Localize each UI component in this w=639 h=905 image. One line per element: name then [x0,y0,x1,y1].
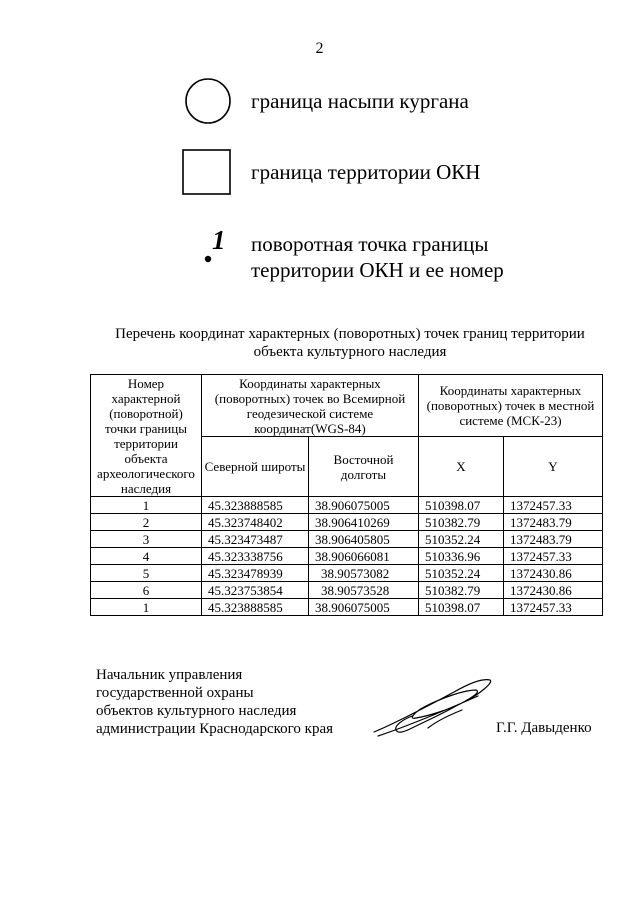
coordinates-table [90,374,603,616]
cell-point-number: 3 [91,531,202,548]
cell-x: 510352.24 [419,565,504,582]
territory-boundary-square-icon [182,149,232,195]
header-msk23: Координаты характерных (поворотных) точек в местной системе (МСК-23) [419,375,603,437]
legend-territory-label: граница территории ОКН [251,160,481,184]
cell-y: 1372430.86 [504,565,603,582]
cell-x: 510398.07 [419,599,504,616]
legend-point-label-line1: поворотная точка границы [251,232,489,256]
table-row [91,548,603,565]
header-x: X [419,437,504,497]
cell-latitude: 45.323338756 [202,548,309,565]
cell-latitude: 45.323753854 [202,582,309,599]
cell-longitude: 38.906066081 [309,548,419,565]
cell-x: 510336.96 [419,548,504,565]
cell-latitude: 45.323473487 [202,531,309,548]
cell-point-number: 1 [91,497,202,514]
cell-longitude: 38.906075005 [309,599,419,616]
cell-latitude: 45.323478939 [202,565,309,582]
signatory-name: Г.Г. Давыденко [496,720,592,736]
cell-latitude: 45.323748402 [202,514,309,531]
cell-longitude: 38.906075005 [309,497,419,514]
table-title [90,325,610,361]
cell-x: 510382.79 [419,582,504,599]
legend-point-label-line2: территории ОКН и ее номер [251,258,504,282]
table-row [91,582,603,599]
cell-point-number: 4 [91,548,202,565]
table-row [91,497,603,514]
cell-longitude: 38.90573528 [309,582,419,599]
legend-mound-label: граница насыпи кургана [251,89,469,113]
cell-point-number: 5 [91,565,202,582]
table-title-line1: Перечень координат характерных (поворотных) точек границ территории [115,326,585,342]
table-row [91,565,603,582]
cell-y: 1372457.33 [504,548,603,565]
cell-point-number: 1 [91,599,202,616]
header-longitude: Восточной долготы [309,437,419,497]
table-row [91,531,603,548]
header-wgs84: Координаты характерных (поворотных) точек во Всемирной геодезической системе координат(WGS-84) [202,375,419,437]
header-y: Y [504,437,603,497]
cell-y: 1372483.79 [504,514,603,531]
cell-y: 1372457.33 [504,599,603,616]
signatory-position-line2: государственной охраны [96,685,254,701]
cell-x: 510352.24 [419,531,504,548]
cell-longitude: 38.906410269 [309,514,419,531]
cell-latitude: 45.323888585 [202,599,309,616]
cell-y: 1372457.33 [504,497,603,514]
cell-x: 510382.79 [419,514,504,531]
cell-point-number: 6 [91,582,202,599]
table-row [91,514,603,531]
header-point-number: Номер характерной (поворотной) точки границы территории объекта археологического наследия [91,375,202,497]
handwritten-signature [368,670,498,742]
cell-x: 510398.07 [419,497,504,514]
table-row [91,599,603,616]
cell-y: 1372430.86 [504,582,603,599]
cell-longitude: 38.90573082 [309,565,419,582]
legend-point-number: 1 [212,225,226,255]
signatory-position [96,666,333,738]
page-number: 2 [315,40,324,57]
header-latitude: Северной широты [202,437,309,497]
signatory-position-line1: Начальник управления [96,667,243,683]
mound-boundary-circle-icon [183,76,233,126]
table-title-line2: объекта культурного наследия [253,344,447,360]
signatory-position-line4: администрации Краснодарского края [96,721,334,737]
cell-latitude: 45.323888585 [202,497,309,514]
cell-y: 1372483.79 [504,531,603,548]
cell-longitude: 38.906405805 [309,531,419,548]
signatory-position-line3: объектов культурного наследия [96,703,297,719]
cell-point-number: 2 [91,514,202,531]
